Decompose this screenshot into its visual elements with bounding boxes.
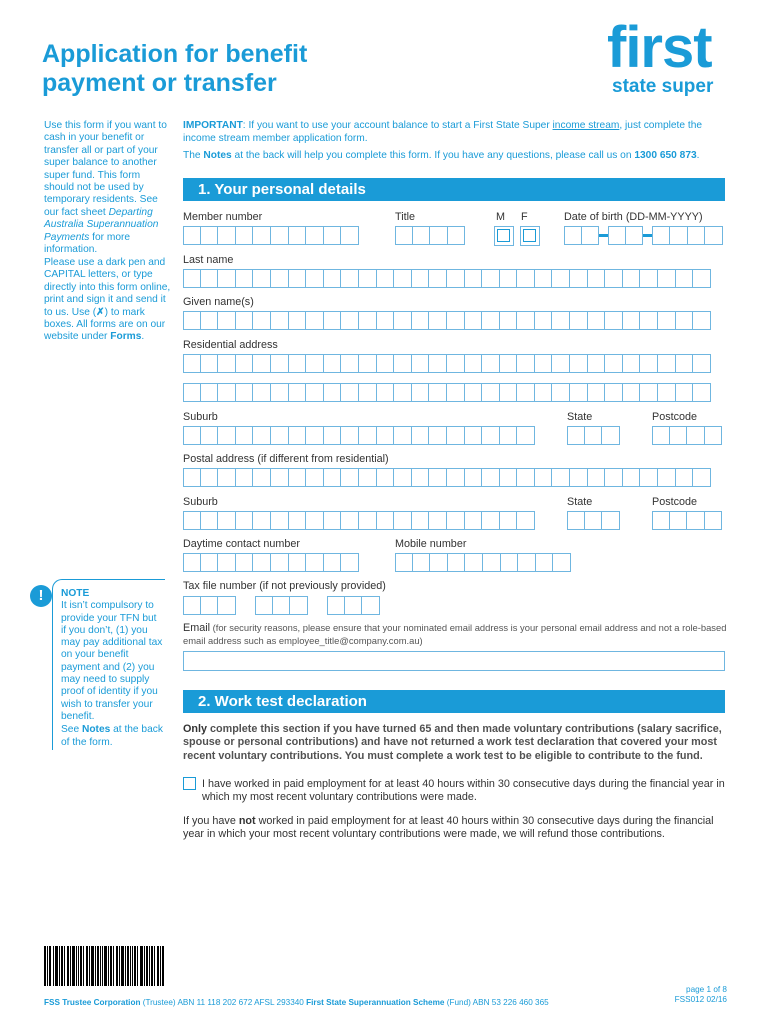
notes-help-line: The Notes at the back will help you complete this form. If you have any questions, please call us on 1300 650 873. bbox=[183, 150, 700, 161]
given-names-label: Given name(s) bbox=[183, 296, 254, 308]
refund-text: If you have not worked in paid employment for at least 40 hours within 30 consecutive days during the financial year in which your most recent voluntary contributions were made, we will refund those contributions. bbox=[183, 815, 714, 841]
female-checkbox[interactable] bbox=[523, 229, 536, 242]
state-field[interactable] bbox=[567, 426, 620, 445]
residential-address-line2[interactable] bbox=[183, 383, 711, 402]
given-names-field[interactable] bbox=[183, 311, 711, 330]
page-info bbox=[650, 985, 727, 1005]
postal-address-field[interactable] bbox=[183, 468, 711, 487]
male-checkbox[interactable] bbox=[497, 229, 510, 242]
important-notice: IMPORTANT: If you want to use your account balance to start a First State Super income stream, just complete the income stream member application form. bbox=[183, 120, 703, 144]
tfn-note: NOTE It isn’t compulsory to provide your TFN but if you don’t, (1) you may pay additional tax on your benefit payment and (2) you may need to supply proof of identity if you wish to transfer your benefit. See Notes at the back of the form. bbox=[61, 588, 163, 748]
email-input[interactable] bbox=[183, 651, 725, 671]
male-checkbox-frame bbox=[494, 226, 514, 246]
section-2-heading: 2. Work test declaration bbox=[183, 690, 725, 713]
email-label: Email (for security reasons, please ensure that your nominated email address is your personal email address and not a role-based email address such as employee_title@company.com.au) bbox=[183, 622, 727, 646]
logo-state-super: state super bbox=[612, 76, 714, 97]
logo-first: first bbox=[607, 15, 712, 80]
tfn-field-group1[interactable] bbox=[183, 596, 236, 615]
footer-legal: FSS Trustee Corporation (Trustee) ABN 11 118 202 672 AFSL 293340 First State Superannuation Scheme (Fund) ABN 53 226 460 365 bbox=[44, 998, 549, 1007]
postcode-field[interactable] bbox=[652, 426, 722, 445]
alert-icon: ! bbox=[30, 585, 52, 607]
sidebar-usage-text: Use this form if you want to cash in your benefit or transfer all or part of your super balance to another super fund. This form should not be used by temporary residents. See our fact sheet Departing Australia Superannuation Payments for more information. bbox=[44, 120, 167, 256]
form-title: Application for benefit payment or transfer bbox=[42, 40, 308, 97]
page-number: page 1 of 8 bbox=[686, 985, 727, 994]
postal-suburb-field[interactable] bbox=[183, 511, 535, 530]
daytime-number-field[interactable] bbox=[183, 553, 359, 572]
tfn-field-group3[interactable] bbox=[327, 596, 380, 615]
title-label: Title bbox=[395, 211, 415, 223]
tfn-field-group2[interactable] bbox=[255, 596, 308, 615]
postal-postcode-field[interactable] bbox=[652, 511, 722, 530]
residential-address-label: Residential address bbox=[183, 339, 278, 351]
work-test-checkbox-label: I have worked in paid employment for at least 40 hours within 30 consecutive days during the financial year in which my most recent voluntary contributions were made. bbox=[202, 778, 725, 804]
postal-state-field[interactable] bbox=[567, 511, 620, 530]
barcode bbox=[44, 946, 164, 986]
suburb-field[interactable] bbox=[183, 426, 535, 445]
dob-label: Date of birth (DD-MM-YYYY) bbox=[564, 211, 703, 223]
dob-field[interactable] bbox=[564, 226, 723, 245]
member-number-field[interactable] bbox=[183, 226, 359, 245]
suburb-label: Suburb bbox=[183, 411, 218, 423]
postal-address-label: Postal address (if different from residential) bbox=[183, 453, 389, 465]
male-label: M bbox=[496, 211, 505, 223]
daytime-number-label: Daytime contact number bbox=[183, 538, 301, 550]
last-name-label: Last name bbox=[183, 254, 234, 266]
form-code: FSS012 02/16 bbox=[674, 995, 727, 1004]
postal-state-label: State bbox=[567, 496, 593, 508]
tfn-label: Tax file number (if not previously provided) bbox=[183, 580, 386, 592]
postal-postcode-label: Postcode bbox=[652, 496, 698, 508]
female-checkbox-frame bbox=[520, 226, 540, 246]
title-field[interactable] bbox=[395, 226, 465, 245]
work-test-checkbox[interactable] bbox=[183, 777, 196, 790]
mobile-number-label: Mobile number bbox=[395, 538, 467, 550]
female-label: F bbox=[521, 211, 528, 223]
last-name-field[interactable] bbox=[183, 269, 711, 288]
state-label: State bbox=[567, 411, 593, 423]
sidebar-instructions-text: Please use a dark pen and CAPITAL letters, or type directly into this form online, print and sign it and send it to us. Use (✗) to mark boxes. All forms are on our website under Forms. bbox=[44, 257, 171, 343]
section-1-heading: 1. Your personal details bbox=[183, 178, 725, 201]
residential-address-line1[interactable] bbox=[183, 354, 711, 373]
postal-suburb-label: Suburb bbox=[183, 496, 218, 508]
postcode-label: Postcode bbox=[652, 411, 698, 423]
member-number-label: Member number bbox=[183, 211, 263, 223]
work-test-instructions: Only complete this section if you have turned 65 and then made voluntary contributions (salary sacrifice, spouse or personal contributions) and have not returned a work test declaration that covered your most recent voluntary contributions. You must complete a work test to be eligible to contribute to the fund. bbox=[183, 723, 722, 762]
mobile-number-field[interactable] bbox=[395, 553, 571, 572]
